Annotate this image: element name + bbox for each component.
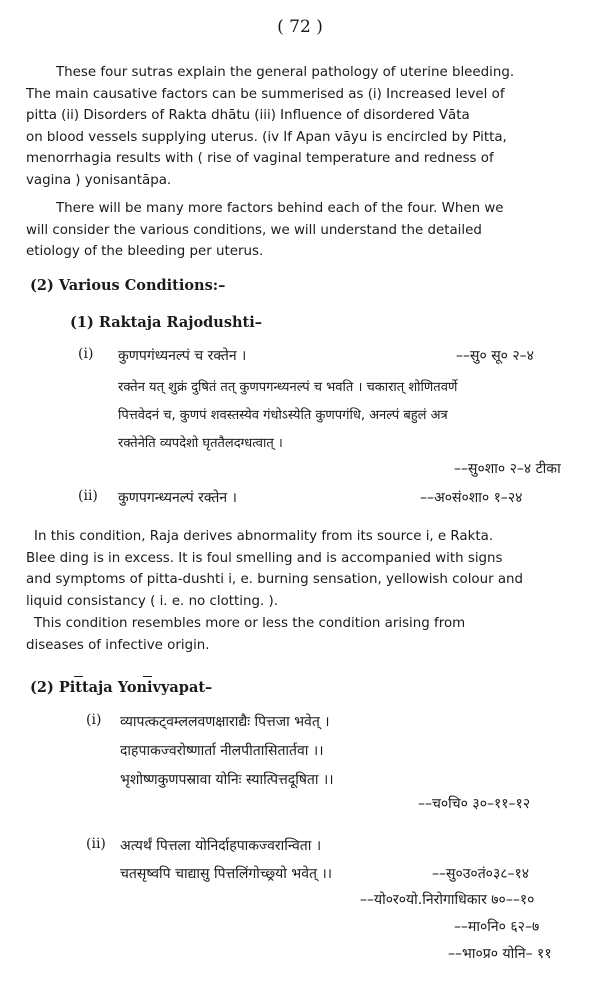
- citation-reference: ––यो०र०यो.निरोगाधिकार ७०––१०: [360, 892, 535, 908]
- intro-paragraph: [26, 62, 576, 191]
- citation-reference: ––च०चि० ३०–११–१२: [418, 796, 531, 812]
- text-line: will consider the various conditions, we will understand the detailed: [26, 222, 482, 238]
- text-line: In this condition, Raja derives abnormality from its source i, e Rakta.: [34, 529, 494, 544]
- sanskrit-verse: व्यापत्कट्वम्ललवणक्षाराद्यैः पित्तजा भवेत् ।: [120, 714, 330, 730]
- sanskrit-verse: कुणपगन्ध्यनल्पं रक्तेन ।: [118, 490, 237, 506]
- text-line: on blood vessels supplying uterus. (iv If Apan vāyu is encircled by Pitta,: [26, 129, 507, 145]
- section-heading: (2) Various Conditions:–: [30, 277, 226, 294]
- subsection-heading-raktaja: (1) Raktaja Rajodushti–: [70, 314, 263, 331]
- text-line: diseases of infective origin.: [26, 637, 210, 653]
- text-line: There will be many more factors behind each of the four. When we: [56, 201, 504, 216]
- macron-mark: [74, 676, 83, 677]
- page-number: ( 72 ): [277, 17, 323, 37]
- sanskrit-verse: अत्यर्थं पित्तला योनिर्दाहपाकज्वरान्विता ।: [120, 838, 322, 854]
- text-line: pitta (ii) Disorders of Rakta dhātu (iii) Influence of disordered Vāta: [26, 108, 470, 123]
- text-line: Blee ding is in excess. It is foul smelling and is accompanied with signs: [26, 550, 503, 566]
- citation-reference: ––मा०नि० ६२–७: [454, 919, 540, 935]
- citation-reference: ––भा०प्र० योनि– ११: [448, 946, 552, 962]
- sanskrit-commentary: पित्तवेदनं च, कुणपं शवस्तस्येव गंधोऽस्येति कुणपगंधि, अनल्पं बहुलं अत्र: [118, 408, 448, 423]
- citation-reference: ––सु०शा० २–४ टीका: [454, 461, 561, 477]
- text-line: These four sutras explain the general pathology of uterine bleeding.: [56, 65, 515, 80]
- text-line: menorrhagia results with ( rise of vaginal temperature and redness of: [26, 151, 494, 166]
- verse-number: (ii): [78, 488, 98, 504]
- citation-reference: ––सु० सू० २–४: [456, 348, 534, 364]
- text-line: etiology of the bleeding per uterus.: [26, 244, 264, 259]
- citation-reference: ––सु०उ०तं०३८–१४: [432, 866, 530, 882]
- third-paragraph: [26, 526, 576, 612]
- macron-mark: [143, 676, 152, 677]
- subsection-heading-pittaja: (2) Pittaja Yonivyapat–: [30, 679, 213, 696]
- sanskrit-verse: चतसृष्वपि चाद्यासु पित्तलिंगोच्छ्र्यो भवेत् ।।: [120, 866, 333, 882]
- citation-reference: ––अ०सं०शा० १–२४: [420, 490, 523, 506]
- sanskrit-commentary: रक्तेन यत् शुक्रं दुषितं तत् कुणपगन्ध्यनल्पं च भवति । चकारात् शोणितवर्णे: [118, 380, 458, 395]
- text-line: liquid consistancy ( i. e. no clotting. ).: [26, 593, 278, 609]
- fourth-paragraph: [26, 613, 576, 656]
- sanskrit-verse: कुणपगंध्यनल्पं च रक्तेन ।: [118, 348, 247, 364]
- verse-number: (ii): [86, 836, 106, 852]
- sanskrit-verse: भृशोष्णकुणपस्रावा योनिः स्यात्पित्तदूषिता ।।: [120, 772, 334, 788]
- second-paragraph: [26, 198, 576, 263]
- sanskrit-commentary: रक्तेनेति व्यपदेशो घृततैलदग्धत्वात् ।: [118, 436, 283, 451]
- verse-number: (i): [78, 346, 94, 362]
- verse-number: (i): [86, 712, 102, 728]
- sanskrit-verse: दाहपाकज्वरोष्णार्ता नीलपीतासितार्तवा ।।: [120, 743, 324, 759]
- text-line: and symptoms of pitta-dushti i, e. burning sensation, yellowish colour and: [26, 572, 524, 587]
- text-line: This condition resembles more or less the condition arising from: [34, 616, 466, 631]
- text-line: The main causative factors can be summerised as (i) Increased level of: [26, 86, 505, 102]
- text-line: vagina ) yonisantāpa.: [26, 172, 172, 188]
